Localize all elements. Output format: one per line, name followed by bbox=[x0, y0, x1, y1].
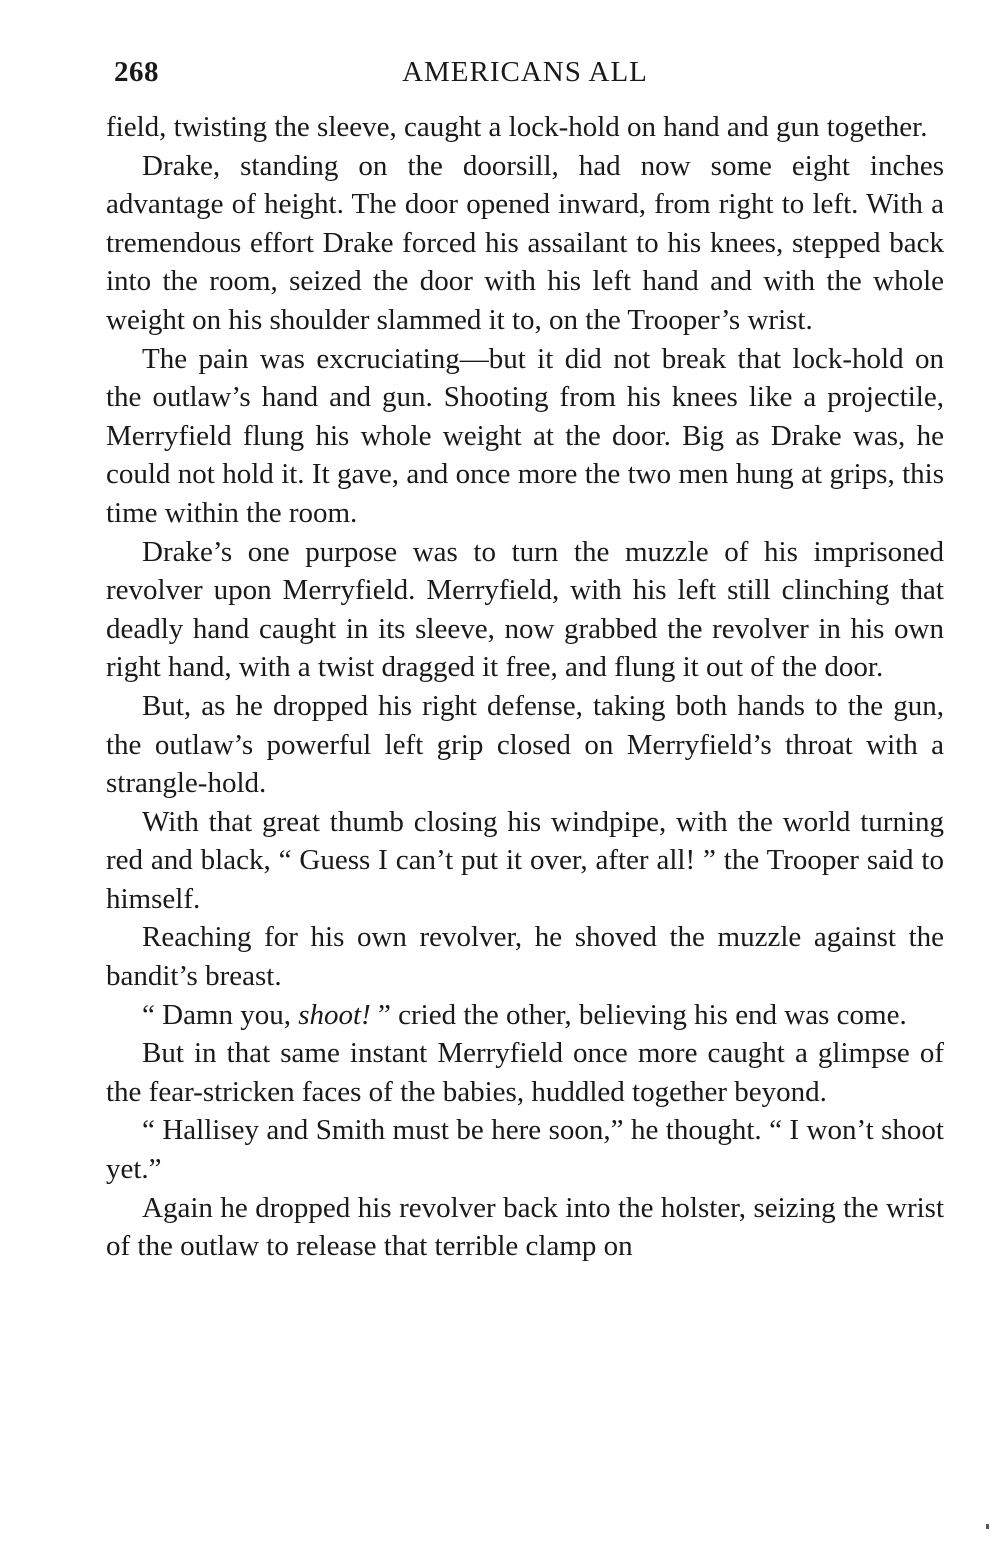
paragraph: field, twisting the sleeve, caught a lock-hold on hand and gun together. bbox=[106, 111, 928, 143]
italic-word: shoot! bbox=[298, 998, 371, 1031]
page-header bbox=[106, 52, 944, 96]
paragraph: With that great thumb closing his windpipe, with the world turning red and black, “ Guess I can’t put it over, after all! ” the Trooper said to himself. bbox=[106, 805, 944, 915]
paragraph: But, as he dropped his right defense, taking both hands to the gun, the outlaw’s powerful left grip closed on Merryfield’s throat with a strangle-hold. bbox=[106, 689, 944, 800]
scan-speck bbox=[986, 1524, 989, 1529]
book-page bbox=[106, 52, 944, 1266]
paragraph: The pain was excruciating—but it did not break that lock-hold on the outlaw’s hand and gun. Shooting from his knees like a projectile, Merryfield flung his whole weight at the door. Big as Drake was, he could not hold it. It gave, and once more the two men hung at grips, this time within the room. bbox=[106, 342, 944, 529]
paragraph: Again he dropped his revolver back into the holster, seizing the wrist of the outlaw to release that terrible clamp on bbox=[106, 1191, 944, 1263]
paragraph: Drake’s one purpose was to turn the muzzle of his imprisoned revolver upon Merryfield. Merryfield, with his left still clinching that deadly hand caught in its sleeve, now grabbed the revolver in his own right hand, with a twist dragged it free, and flung it out of the door. bbox=[106, 535, 944, 684]
paragraph-with-italic bbox=[106, 996, 944, 1035]
page-number: 268 bbox=[114, 56, 159, 88]
running-head-title: AMERICANS ALL bbox=[402, 56, 648, 88]
body-text bbox=[106, 108, 944, 1266]
paragraph-text-end: ” cried the other, believing his end was come. bbox=[370, 998, 907, 1031]
paragraph: Drake, standing on the doorsill, had now some eight inches advantage of height. The door opened inward, from right to left. With a tremendous effort Drake forced his assailant to his knees, stepped back into the room, seized the door with his left hand and with the whole weight on his shoulder slammed it to, on the Trooper’s wrist. bbox=[106, 149, 944, 336]
paragraph: Reaching for his own revolver, he shoved the muzzle against the bandit’s breast. bbox=[106, 921, 944, 993]
paragraph-text-start: “ Damn you, bbox=[142, 998, 299, 1031]
paragraph: “ Hallisey and Smith must be here soon,” he thought. “ I won’t shoot yet.” bbox=[106, 1114, 944, 1186]
paragraph: But in that same instant Merryfield once more caught a glimpse of the fear-stricken faces of the babies, huddled together beyond. bbox=[106, 1037, 944, 1108]
